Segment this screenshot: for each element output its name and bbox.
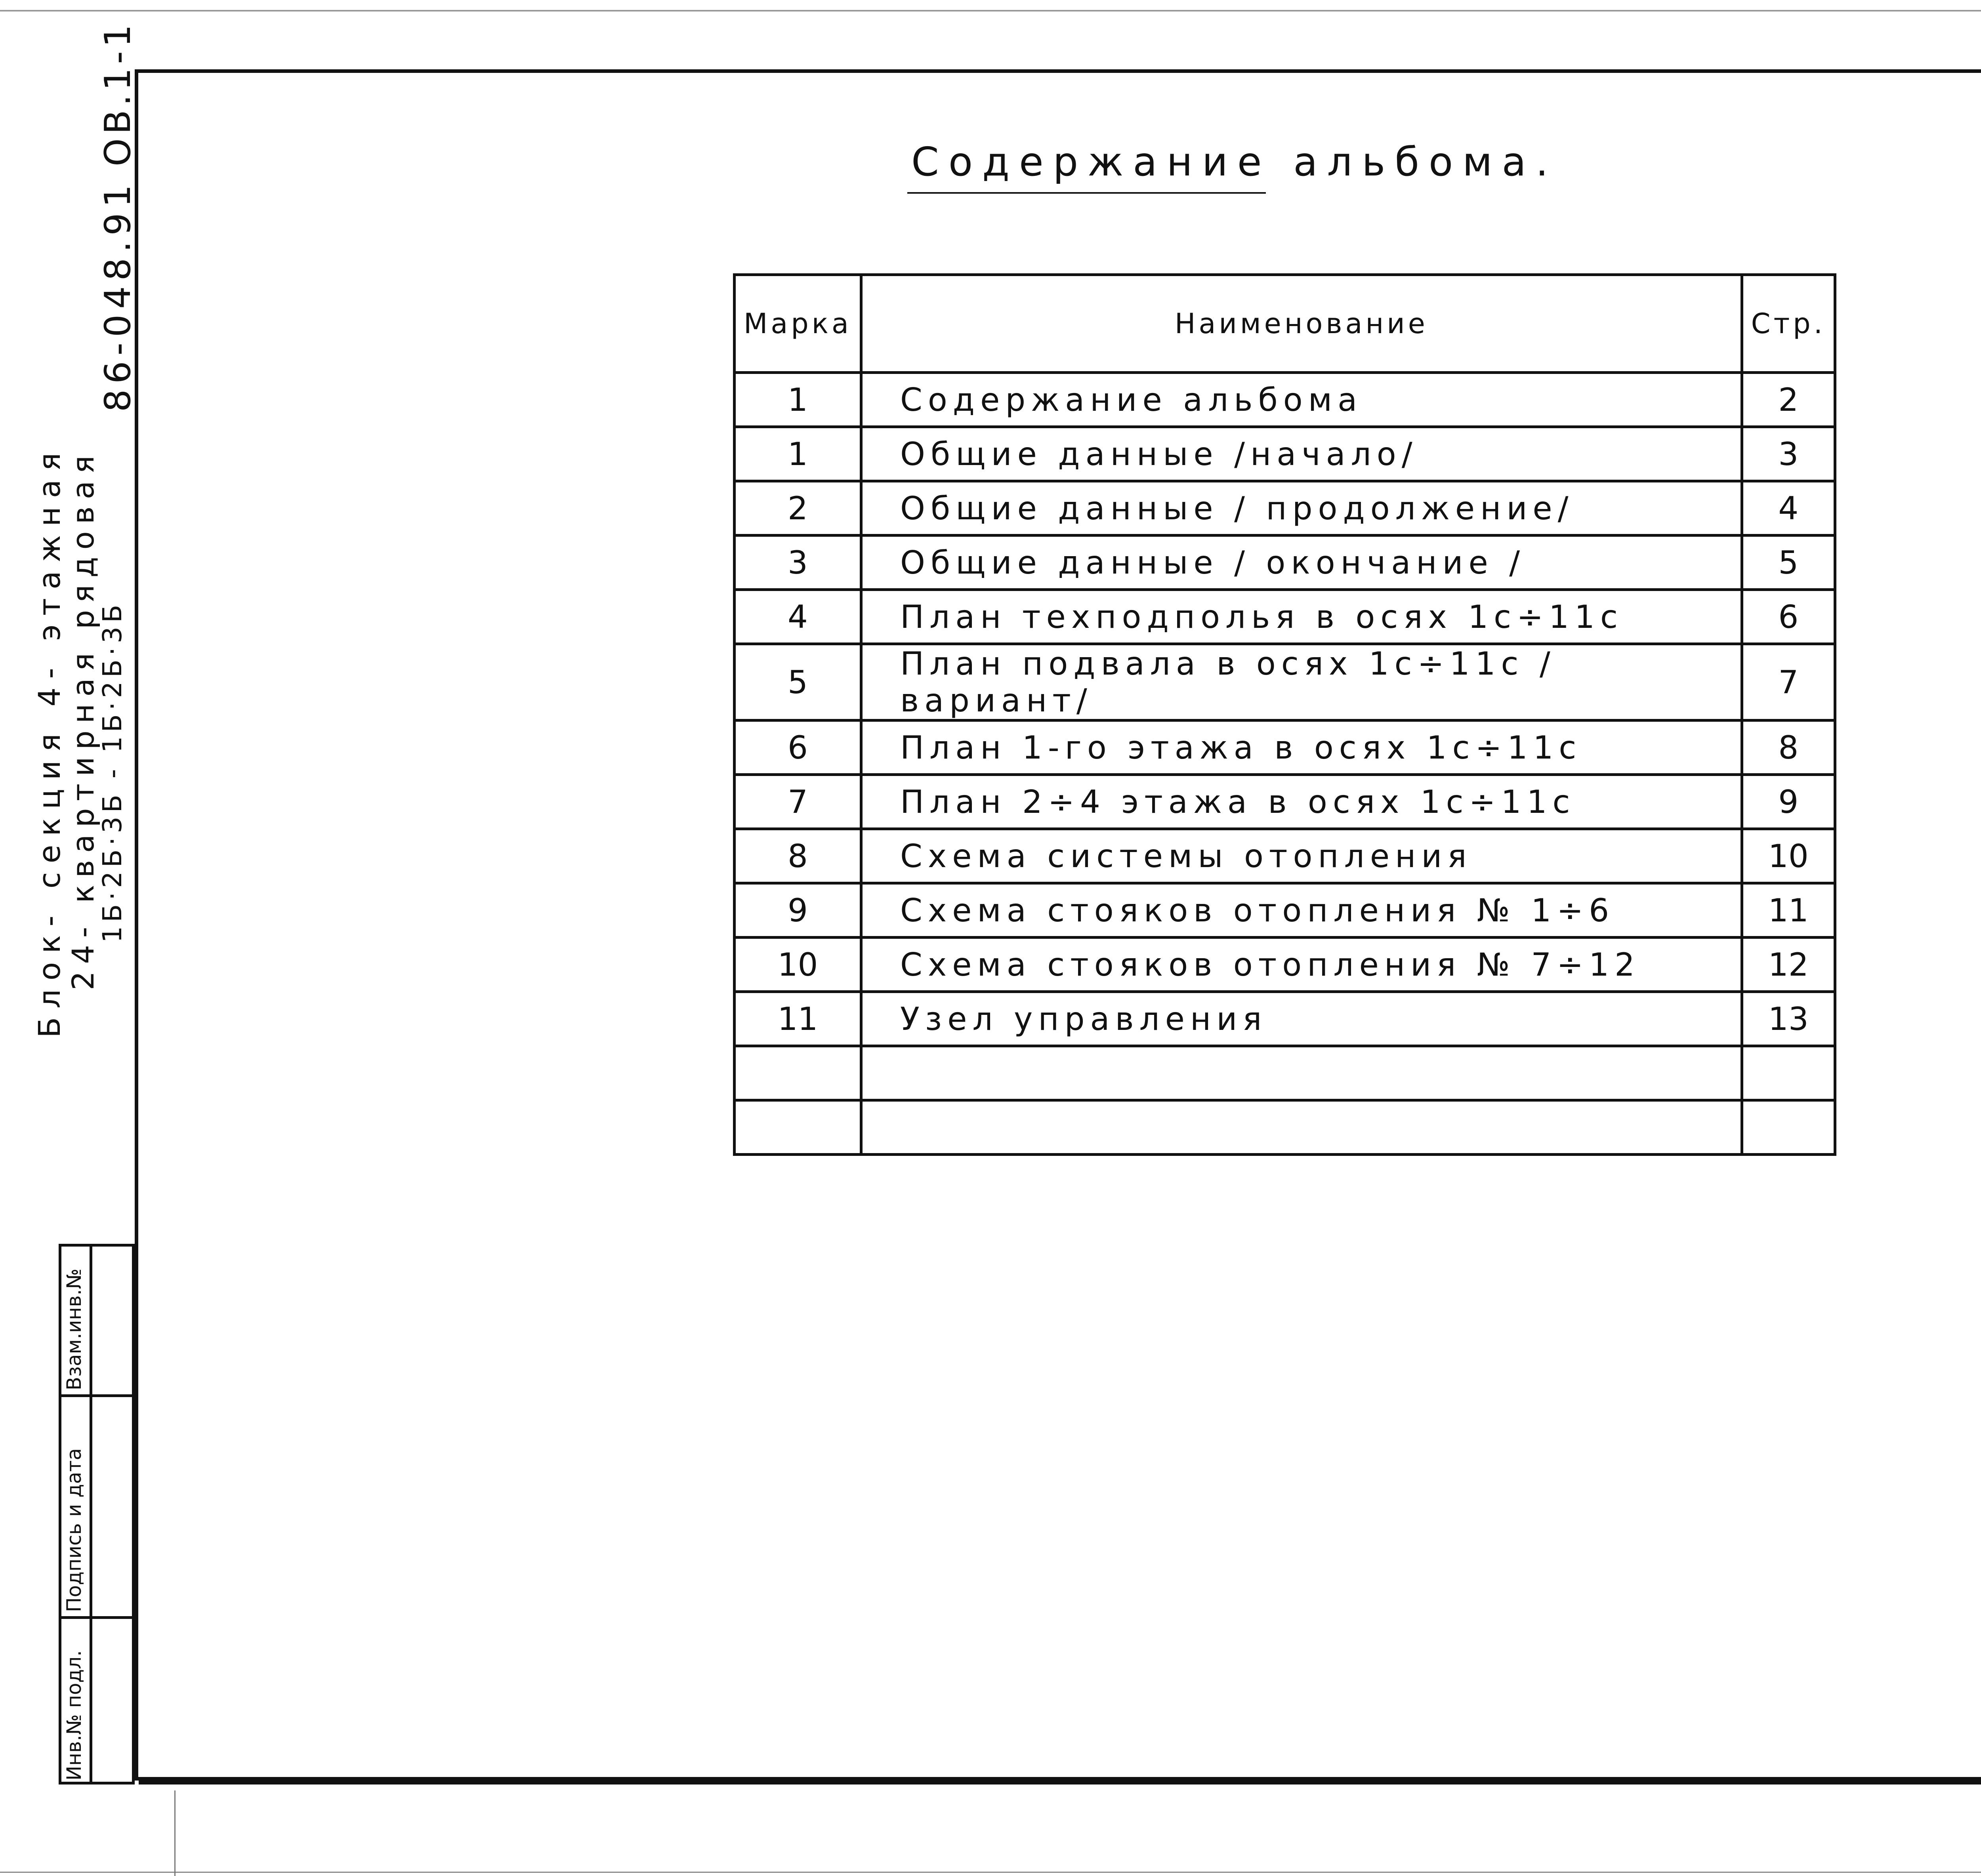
row-name: План техподполья в осях 1с÷11с: [861, 590, 1742, 644]
stamp-signature-date: Подпись и дата: [63, 1448, 86, 1612]
table-row: [735, 992, 1835, 1046]
row-page: 3: [1742, 427, 1835, 481]
table-row: [735, 721, 1835, 775]
sheet-left-tick: [174, 1790, 176, 1876]
row-page: 4: [1742, 481, 1835, 536]
row-name: Общие данные / продолжение/: [861, 481, 1742, 536]
side-document-code: 86-048.91: [97, 179, 139, 412]
row-page: [1742, 1046, 1835, 1100]
top-edge-line: [0, 10, 1981, 11]
row-mark: 2: [735, 481, 861, 536]
stamp-replacement-inv: Взам.инв.№: [63, 1268, 86, 1390]
row-mark: 9: [735, 883, 861, 938]
table-row: [735, 427, 1835, 481]
row-page: 12: [1742, 938, 1835, 992]
row-name: Общие данные /начало/: [861, 427, 1742, 481]
contents-table: [733, 273, 1836, 1156]
row-page: 9: [1742, 775, 1835, 829]
row-mark: 7: [735, 775, 861, 829]
table-row: [735, 829, 1835, 883]
table-row: [735, 373, 1835, 427]
row-name: Схема стояков отопления № 1÷6: [861, 883, 1742, 938]
table-header-row: [735, 275, 1835, 373]
row-page: 13: [1742, 992, 1835, 1046]
table-row-empty: [735, 1046, 1835, 1100]
row-page: 10: [1742, 829, 1835, 883]
row-mark: 4: [735, 590, 861, 644]
row-page: 6: [1742, 590, 1835, 644]
side-project-line3: 1Б·2Б·3Б - 1Б·2Б·3Б: [97, 601, 128, 943]
row-mark: 1: [735, 373, 861, 427]
row-name: [861, 1046, 1742, 1100]
table-row: [735, 590, 1835, 644]
row-mark: 8: [735, 829, 861, 883]
title-underline: [907, 192, 1266, 194]
row-name: Общие данные / окончание /: [861, 536, 1742, 590]
row-name: Узел управления: [861, 992, 1742, 1046]
row-page: [1742, 1100, 1835, 1155]
table-row: [735, 644, 1835, 721]
row-page: 2: [1742, 373, 1835, 427]
row-mark: 5: [735, 644, 861, 721]
header-mark: Марка: [735, 275, 861, 373]
row-mark: 1: [735, 427, 861, 481]
sheet-bottom-line: [0, 1872, 1981, 1873]
stamp-divider-2: [59, 1616, 135, 1619]
frame-bottom-shadow: [139, 1781, 1981, 1784]
stamp-inv-original: Инв.№ подл.: [63, 1650, 86, 1781]
row-name: Содержание альбома: [861, 373, 1742, 427]
table-row: [735, 883, 1835, 938]
header-page: Стр.: [1742, 275, 1835, 373]
table-row: [735, 775, 1835, 829]
table-row-empty: [735, 1100, 1835, 1155]
row-mark: [735, 1046, 861, 1100]
table-row: [735, 481, 1835, 536]
row-mark: 11: [735, 992, 861, 1046]
stamp-divider-1: [59, 1394, 135, 1397]
side-document-mark: ОВ.1-1: [97, 20, 139, 166]
side-project-line1: Блок- секция 4- этажная: [32, 444, 67, 1038]
row-page: 8: [1742, 721, 1835, 775]
row-mark: 10: [735, 938, 861, 992]
row-mark: [735, 1100, 861, 1155]
table-row: [735, 938, 1835, 992]
row-name: План подвала в осях 1с÷11с /вариант/: [861, 644, 1742, 721]
row-name: План 1-го этажа в осях 1с÷11с: [861, 721, 1742, 775]
row-name: Схема системы отопления: [861, 829, 1742, 883]
row-name: [861, 1100, 1742, 1155]
row-name: Схема стояков отопления № 7÷12: [861, 938, 1742, 992]
stamp-vertical-divider: [90, 1244, 92, 1784]
document-title: Содержание альбома.: [911, 139, 1558, 185]
row-name: План 2÷4 этажа в осях 1с÷11с: [861, 775, 1742, 829]
row-page: 5: [1742, 536, 1835, 590]
header-name: Наименование: [861, 275, 1742, 373]
side-project-line2: 24- квартирная рядовая: [65, 448, 101, 990]
row-page: 11: [1742, 883, 1835, 938]
row-page: 7: [1742, 644, 1835, 721]
row-mark: 6: [735, 721, 861, 775]
table-row: [735, 536, 1835, 590]
row-mark: 3: [735, 536, 861, 590]
